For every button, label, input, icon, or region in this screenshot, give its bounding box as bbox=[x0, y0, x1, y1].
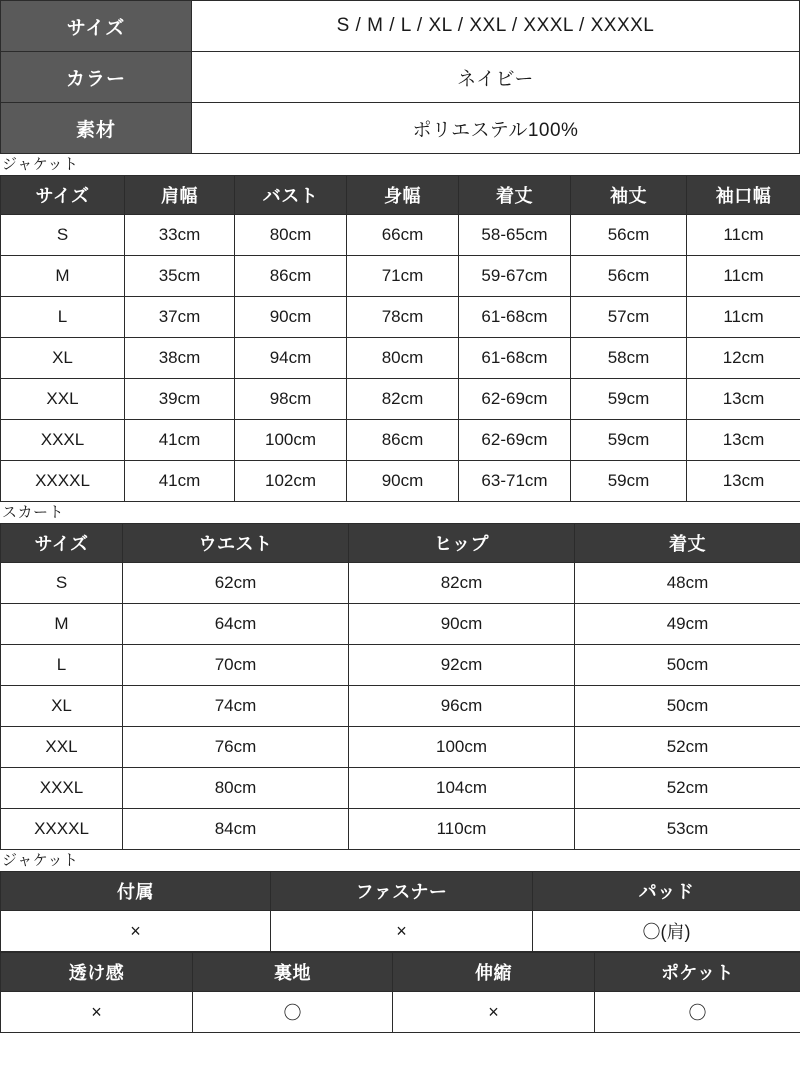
cell: 82cm bbox=[347, 379, 459, 420]
cell: 74cm bbox=[123, 686, 349, 727]
cell: 84cm bbox=[123, 809, 349, 850]
jacket-size-table bbox=[0, 175, 800, 502]
cell: XXL bbox=[1, 727, 123, 768]
skirt-size-table bbox=[0, 523, 800, 850]
table-row bbox=[1, 338, 800, 379]
jacket-detail-table-1 bbox=[0, 871, 800, 952]
cell: 90cm bbox=[349, 604, 575, 645]
cell: 50cm bbox=[575, 645, 800, 686]
cell: 58cm bbox=[571, 338, 687, 379]
table-row bbox=[1, 103, 800, 154]
skirt-header-waist: ウエスト bbox=[123, 524, 349, 563]
detail-value-zipper: × bbox=[271, 911, 533, 952]
cell: 86cm bbox=[235, 256, 347, 297]
cell: M bbox=[1, 256, 125, 297]
cell: 62cm bbox=[123, 563, 349, 604]
jacket-header-bust: バスト bbox=[235, 176, 347, 215]
cell: 100cm bbox=[235, 420, 347, 461]
jacket-header-length: 着丈 bbox=[459, 176, 571, 215]
table-row bbox=[1, 379, 800, 420]
cell: 90cm bbox=[235, 297, 347, 338]
cell: 49cm bbox=[575, 604, 800, 645]
cell: 66cm bbox=[347, 215, 459, 256]
spec-label-material: 素材 bbox=[1, 103, 192, 154]
detail-value-pocket: 〇 bbox=[595, 992, 800, 1033]
cell: 76cm bbox=[123, 727, 349, 768]
jacket-detail-table-2 bbox=[0, 952, 800, 1033]
table-row bbox=[1, 256, 800, 297]
cell: 56cm bbox=[571, 215, 687, 256]
detail-header-pocket: ポケット bbox=[595, 953, 800, 992]
table-row bbox=[1, 461, 800, 502]
cell: 110cm bbox=[349, 809, 575, 850]
table-row bbox=[1, 604, 800, 645]
cell: 94cm bbox=[235, 338, 347, 379]
detail-header-accessory: 付属 bbox=[1, 872, 271, 911]
jacket-section-caption: ジャケット bbox=[2, 156, 79, 173]
jacket-header-body-width: 身幅 bbox=[347, 176, 459, 215]
cell: 71cm bbox=[347, 256, 459, 297]
table-row bbox=[1, 1, 800, 52]
product-spec-table bbox=[0, 0, 800, 154]
cell: 59-67cm bbox=[459, 256, 571, 297]
cell: 61-68cm bbox=[459, 338, 571, 379]
spec-value-material: ポリエステル100% bbox=[192, 103, 800, 154]
cell: 57cm bbox=[571, 297, 687, 338]
cell: 80cm bbox=[123, 768, 349, 809]
cell: 11cm bbox=[687, 297, 800, 338]
cell: XXXXL bbox=[1, 461, 125, 502]
cell: 92cm bbox=[349, 645, 575, 686]
skirt-section-caption: スカート bbox=[2, 504, 65, 521]
table-row bbox=[1, 645, 800, 686]
cell: M bbox=[1, 604, 123, 645]
cell: XXXL bbox=[1, 768, 123, 809]
cell: 13cm bbox=[687, 461, 800, 502]
cell: 62-69cm bbox=[459, 379, 571, 420]
cell: 52cm bbox=[575, 768, 800, 809]
cell: 100cm bbox=[349, 727, 575, 768]
cell: 11cm bbox=[687, 256, 800, 297]
cell: 12cm bbox=[687, 338, 800, 379]
cell: 80cm bbox=[235, 215, 347, 256]
cell: 35cm bbox=[125, 256, 235, 297]
jacket-header-cuff-width: 袖口幅 bbox=[687, 176, 800, 215]
cell: XL bbox=[1, 686, 123, 727]
cell: 58-65cm bbox=[459, 215, 571, 256]
table-row bbox=[1, 992, 800, 1033]
cell: 64cm bbox=[123, 604, 349, 645]
table-row bbox=[1, 911, 800, 952]
spec-value-size: S / M / L / XL / XXL / XXXL / XXXXL bbox=[192, 1, 800, 52]
cell: XXXL bbox=[1, 420, 125, 461]
cell: 78cm bbox=[347, 297, 459, 338]
detail-section-caption: ジャケット bbox=[2, 852, 79, 869]
cell: 59cm bbox=[571, 420, 687, 461]
jacket-header-sleeve-length: 袖丈 bbox=[571, 176, 687, 215]
cell: 59cm bbox=[571, 461, 687, 502]
skirt-header-size: サイズ bbox=[1, 524, 123, 563]
table-header-row bbox=[1, 872, 800, 911]
cell: XXL bbox=[1, 379, 125, 420]
cell: 61-68cm bbox=[459, 297, 571, 338]
detail-header-stretch: 伸縮 bbox=[393, 953, 595, 992]
detail-value-pad: 〇(肩) bbox=[533, 911, 800, 952]
cell: 80cm bbox=[347, 338, 459, 379]
cell: S bbox=[1, 563, 123, 604]
table-row bbox=[1, 768, 800, 809]
spec-label-color: カラー bbox=[1, 52, 192, 103]
skirt-header-hip: ヒップ bbox=[349, 524, 575, 563]
table-row bbox=[1, 686, 800, 727]
detail-value-stretch: × bbox=[393, 992, 595, 1033]
cell: 52cm bbox=[575, 727, 800, 768]
cell: 90cm bbox=[347, 461, 459, 502]
cell: 41cm bbox=[125, 461, 235, 502]
cell: S bbox=[1, 215, 125, 256]
detail-header-sheerness: 透け感 bbox=[1, 953, 193, 992]
detail-value-sheerness: × bbox=[1, 992, 193, 1033]
cell: 53cm bbox=[575, 809, 800, 850]
cell: 63-71cm bbox=[459, 461, 571, 502]
cell: XL bbox=[1, 338, 125, 379]
table-row bbox=[1, 809, 800, 850]
cell: 86cm bbox=[347, 420, 459, 461]
cell: 11cm bbox=[687, 215, 800, 256]
table-header-row bbox=[1, 176, 800, 215]
cell: 39cm bbox=[125, 379, 235, 420]
cell: L bbox=[1, 297, 125, 338]
cell: 13cm bbox=[687, 379, 800, 420]
cell: 38cm bbox=[125, 338, 235, 379]
spec-value-color: ネイビー bbox=[192, 52, 800, 103]
detail-header-lining: 裏地 bbox=[193, 953, 393, 992]
cell: 50cm bbox=[575, 686, 800, 727]
table-row bbox=[1, 563, 800, 604]
cell: 59cm bbox=[571, 379, 687, 420]
cell: XXXXL bbox=[1, 809, 123, 850]
cell: 104cm bbox=[349, 768, 575, 809]
table-header-row bbox=[1, 524, 800, 563]
cell: 82cm bbox=[349, 563, 575, 604]
cell: 70cm bbox=[123, 645, 349, 686]
cell: 37cm bbox=[125, 297, 235, 338]
table-row bbox=[1, 215, 800, 256]
cell: 102cm bbox=[235, 461, 347, 502]
table-row bbox=[1, 420, 800, 461]
detail-value-lining: 〇 bbox=[193, 992, 393, 1033]
detail-header-zipper: ファスナー bbox=[271, 872, 533, 911]
spec-label-size: サイズ bbox=[1, 1, 192, 52]
table-row bbox=[1, 52, 800, 103]
table-row bbox=[1, 297, 800, 338]
detail-value-accessory: × bbox=[1, 911, 271, 952]
jacket-header-size: サイズ bbox=[1, 176, 125, 215]
detail-header-pad: パッド bbox=[533, 872, 800, 911]
skirt-header-length: 着丈 bbox=[575, 524, 800, 563]
table-row bbox=[1, 727, 800, 768]
cell: 96cm bbox=[349, 686, 575, 727]
cell: 98cm bbox=[235, 379, 347, 420]
cell: L bbox=[1, 645, 123, 686]
cell: 48cm bbox=[575, 563, 800, 604]
cell: 56cm bbox=[571, 256, 687, 297]
cell: 13cm bbox=[687, 420, 800, 461]
cell: 62-69cm bbox=[459, 420, 571, 461]
cell: 33cm bbox=[125, 215, 235, 256]
table-header-row bbox=[1, 953, 800, 992]
cell: 41cm bbox=[125, 420, 235, 461]
jacket-header-shoulder: 肩幅 bbox=[125, 176, 235, 215]
